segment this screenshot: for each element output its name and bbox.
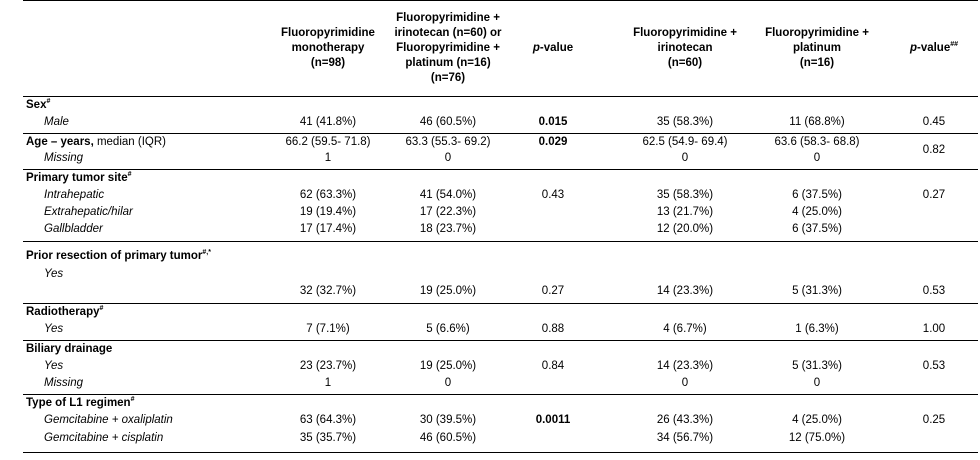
cell: 19 (25.0%) — [419, 360, 477, 372]
row-label-yes: Yes — [44, 360, 64, 372]
p-rest: -value — [539, 41, 574, 54]
cell: 66.2 (59.5- 71.8) — [285, 136, 371, 148]
cell: 7 (7.1%) — [306, 323, 350, 335]
cell: 41 (54.0%) — [419, 189, 477, 201]
cell: 0 — [681, 377, 689, 389]
cell: 4 (25.0%) — [792, 206, 842, 218]
header-bottom-rule — [23, 96, 978, 97]
column-header-p-value-2 — [890, 0, 978, 96]
row-label-site — [26, 172, 132, 184]
row-label-missing: Missing — [44, 152, 83, 164]
cell: 63 (64.3%) — [299, 414, 357, 426]
header-line: irinotecan (n=60) or — [394, 26, 502, 39]
row-label-male: Male — [44, 116, 69, 128]
row-label-gemcis: Gemcitabine + cisplatin — [44, 432, 164, 444]
header-line: platinum — [793, 41, 841, 54]
header-line: (n=16) — [799, 56, 835, 69]
cell: 0 — [681, 152, 689, 164]
cell: 62 (63.3%) — [299, 189, 357, 201]
header-line: Fluoropyrimidine + — [765, 26, 869, 39]
row-label-yes: Yes — [44, 323, 64, 335]
cell: 17 (17.4%) — [299, 223, 357, 235]
cell: 19 (25.0%) — [419, 285, 477, 297]
cell-p-value: 0.88 — [541, 323, 565, 335]
cell: 1 — [324, 152, 332, 164]
cell: 63.3 (55.3- 69.2) — [405, 136, 491, 148]
header-line: (n=98) — [310, 56, 346, 69]
label-text: Radiotherapy — [26, 306, 100, 318]
row-rule — [23, 394, 978, 395]
row-rule — [23, 241, 978, 242]
header-line: (n=60) — [667, 56, 703, 69]
cell: 19 (19.4%) — [299, 206, 357, 218]
header-line: Fluoropyrimidine + — [396, 41, 500, 54]
cell-p-value: 0.84 — [541, 360, 565, 372]
header-line: Fluoropyrimidine + — [396, 11, 500, 24]
cell: 13 (21.7%) — [656, 206, 714, 218]
row-rule — [23, 340, 978, 341]
cell: 5 (31.3%) — [792, 285, 842, 297]
row-label-l1-regimen — [26, 397, 135, 409]
row-rule — [23, 133, 978, 134]
column-header-p-value — [513, 0, 593, 96]
cell-p-value: 0.43 — [541, 189, 565, 201]
row-label-resection — [26, 250, 211, 262]
label-bold: Age – years, — [26, 136, 94, 148]
cell: 17 (22.3%) — [419, 206, 477, 218]
cell: 46 (60.5%) — [419, 432, 477, 444]
label-text: Prior resection of primary tumor — [26, 250, 203, 262]
cell: 30 (39.5%) — [419, 414, 477, 426]
column-header-platinum — [757, 0, 877, 96]
cell: 5 (31.3%) — [792, 360, 842, 372]
row-rule — [23, 303, 978, 304]
column-header-monotherapy — [273, 0, 383, 96]
p-sup: ## — [950, 40, 959, 48]
cell: 0 — [444, 152, 452, 164]
header-line: (n=76) — [430, 71, 466, 84]
cell-p-value: 0.45 — [922, 116, 946, 128]
cell: 41 (41.8%) — [299, 116, 357, 128]
cell: 62.5 (54.9- 69.4) — [642, 136, 728, 148]
label-text: Sex — [26, 99, 47, 111]
cell: 1 (6.3%) — [795, 323, 839, 335]
row-label-extrahepatic: Extrahepatic/hilar — [44, 206, 133, 218]
cell: 23 (23.7%) — [299, 360, 357, 372]
cell: 11 (68.8%) — [789, 116, 845, 128]
cell: 1 — [324, 377, 332, 389]
header-line: Fluoropyrimidine + — [633, 26, 737, 39]
label-text: Primary tumor site — [26, 172, 128, 184]
cell: 14 (23.3%) — [656, 360, 714, 372]
column-header-combination — [383, 0, 513, 96]
cell-p-value: 0.27 — [541, 285, 565, 297]
table-bottom-rule — [23, 452, 978, 453]
row-label-gallbladder: Gallbladder — [44, 223, 103, 235]
label-sup: # — [99, 305, 104, 313]
p-italic: p — [532, 41, 540, 54]
cell: 46 (60.5%) — [419, 116, 477, 128]
cell: 63.6 (58.3- 68.8) — [774, 136, 860, 148]
row-label-sex — [26, 99, 50, 111]
header-line: irinotecan — [657, 41, 713, 54]
cell: 34 (56.7%) — [656, 432, 714, 444]
header-line: platinum (n=16) — [405, 56, 491, 69]
cell-p-value: 0.53 — [922, 285, 946, 297]
cell: 35 (58.3%) — [656, 116, 714, 128]
header-line: monotherapy — [291, 41, 365, 54]
row-label-intrahepatic: Intrahepatic — [44, 189, 105, 201]
cell: 18 (23.7%) — [419, 223, 477, 235]
header-line: Fluoropyrimidine — [281, 26, 375, 39]
row-label-age — [26, 136, 166, 148]
row-label-yes: Yes — [44, 268, 64, 280]
label-sup: # — [46, 98, 51, 106]
cell: 4 (6.7%) — [663, 323, 707, 335]
cell: 0 — [813, 377, 821, 389]
row-label-drainage: Biliary drainage — [26, 343, 113, 355]
cell-p-value: 0.53 — [922, 360, 946, 372]
cell: 35 (58.3%) — [656, 189, 714, 201]
p-rest: -value — [916, 41, 951, 54]
cell-p-value: 0.25 — [922, 414, 946, 426]
cell: 5 (6.6%) — [426, 323, 470, 335]
cell: 26 (43.3%) — [656, 414, 714, 426]
cell: 12 (20.0%) — [656, 223, 714, 235]
row-label-missing: Missing — [44, 377, 83, 389]
cell-p-value: 0.015 — [538, 116, 568, 128]
label-sup: # — [127, 171, 132, 179]
cell: 0 — [444, 377, 452, 389]
label-sup: # — [130, 396, 135, 404]
p-italic: p — [909, 41, 917, 54]
cell: 0 — [813, 152, 821, 164]
column-header-irinotecan — [620, 0, 750, 96]
cell: 12 (75.0%) — [788, 432, 846, 444]
row-rule — [23, 169, 978, 170]
label-text: Type of L1 regimen — [26, 397, 131, 409]
cell: 32 (32.7%) — [299, 285, 357, 297]
cell: 4 (25.0%) — [792, 414, 842, 426]
cell: 14 (23.3%) — [656, 285, 714, 297]
cell-p-value: 1.00 — [922, 323, 946, 335]
cell: 6 (37.5%) — [792, 189, 842, 201]
cell-p-value: 0.029 — [538, 136, 568, 148]
cell: 6 (37.5%) — [792, 223, 842, 235]
cell-p-value: 0.82 — [922, 144, 946, 156]
cell-p-value: 0.0011 — [535, 414, 571, 426]
cell: 35 (35.7%) — [299, 432, 357, 444]
row-label-radiotherapy — [26, 306, 103, 318]
label-sup: #,* — [202, 249, 211, 257]
label-rest: median (IQR) — [93, 136, 166, 148]
cell-p-value: 0.27 — [922, 189, 946, 201]
row-label-gemox: Gemcitabine + oxaliplatin — [44, 414, 173, 426]
